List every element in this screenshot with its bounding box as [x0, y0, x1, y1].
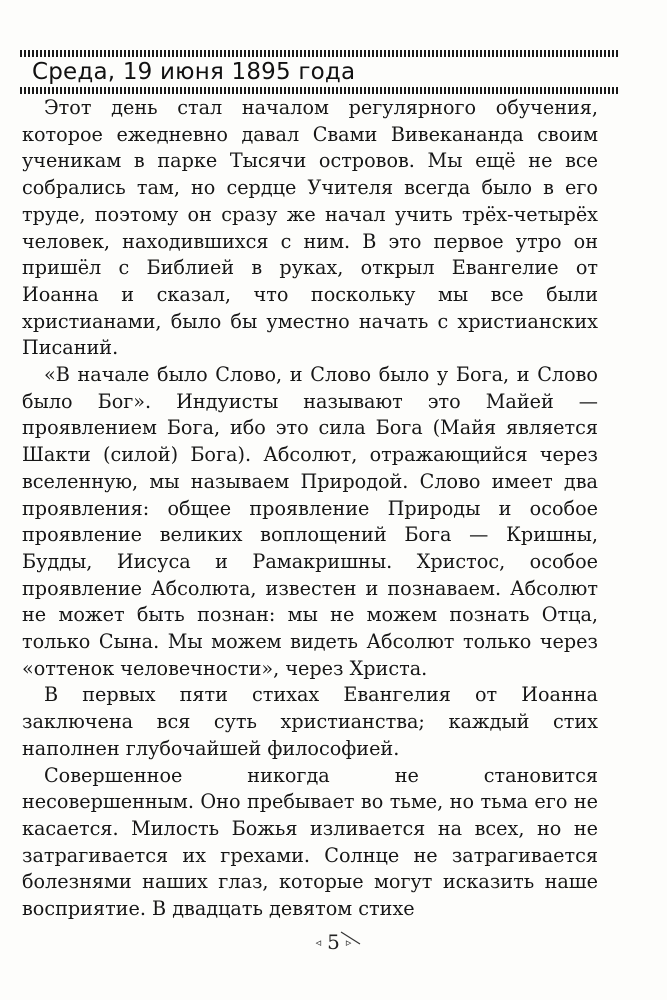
- pen-stroke-mark: [340, 931, 362, 945]
- left-triangle-icon: ◃: [315, 936, 322, 949]
- paragraph: Этот день стал началом регулярного обучения, которое ежедневно давал Свами Вивекананда своим ученикам в парке Тысячи островов. Мы ещё не все собрались там, но сердце Учителя всегда было в его труде, поэтому он сразу же начал учить трёх-четырёх человек, находившихся с ним. В это первое утро он пришёл с Библией в руках, открыл Евангелие от Иоанна и сказал, что поскольку мы все были христианами, было бы уместно начать с христианских Писаний.: [22, 96, 598, 360]
- page-number: 5: [327, 930, 340, 954]
- page-footer: [0, 930, 667, 954]
- paragraph: Совершенное никогда не становится несовершенным. Оно пребывает во тьме, но тьма его не касается. Милость Божья изливается на всех, но не затрагивается их грехами. Солнце не затрагивается болезнями наших глаз, которые могут исказить наше восприятие. В двадцать девятом стихе: [22, 763, 598, 921]
- chapter-date-heading: Среда, 19 июня 1895 года: [32, 59, 356, 85]
- paragraph: «В начале было Слово, и Слово было у Бога, и Слово было Бог». Индуисты называют это Майей — проявлением Бога, ибо это сила Бога (Майя является Шакти (силой) Бога). Абсолют, отражающийся через вселенную, мы называем Природой. Слово имеет два проявления: общее проявление Природы и особое проявление великих воплощений Бога — Кришны, Будды, Иисуса и Рамакришны. Христос, особое проявление Абсолюта, известен и познаваем. Абсолют не может быть познан: мы не можем познать Отца, только Сына. Мы можем видеть Абсолют только через «оттенок человечности», через Христа.: [22, 363, 598, 680]
- header-rule-bottom: [20, 87, 618, 94]
- body-text: [22, 95, 598, 923]
- right-triangle-icon: ▹: [345, 936, 352, 949]
- paragraph: В первых пяти стихах Евангелия от Иоанна заключена вся суть христианства; каждый стих наполнен глубочайшей философией.: [22, 683, 598, 760]
- header-rule-top: [20, 50, 618, 57]
